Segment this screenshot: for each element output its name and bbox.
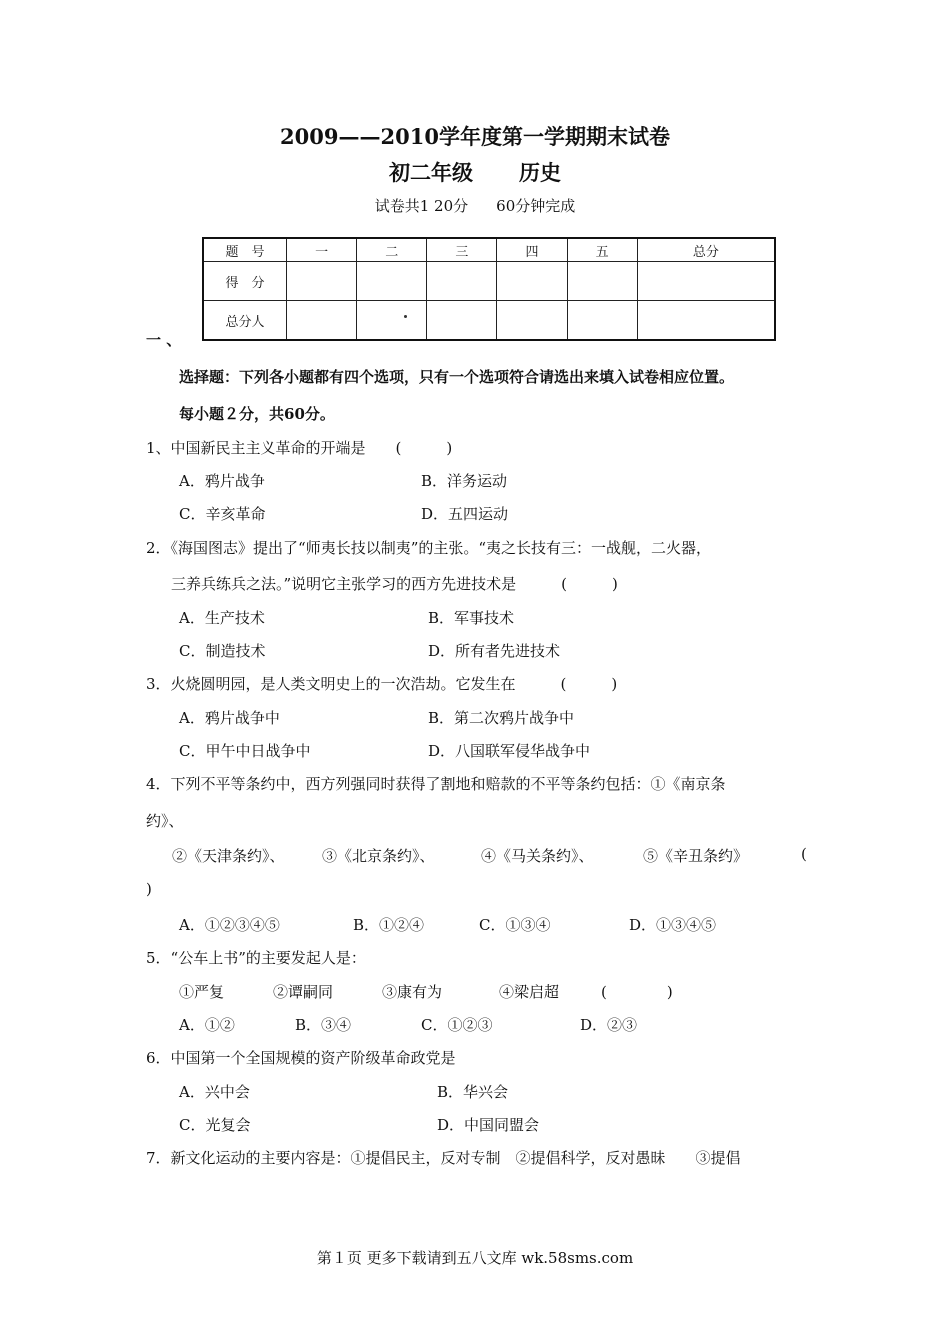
q5-paren: ( ) bbox=[601, 983, 673, 1001]
score-table bbox=[202, 237, 776, 341]
q4-item-3: ④《马关条约》、 bbox=[481, 847, 594, 865]
q2-option-c: C．制造技术 bbox=[179, 642, 266, 660]
q4-option-c: C．①③④ bbox=[479, 916, 551, 934]
score-cell bbox=[637, 262, 775, 301]
exam-info bbox=[0, 195, 950, 216]
question-2-stem-2: 三养兵练兵之法。”说明它主张学习的西方先进技术是 ( ) bbox=[171, 575, 618, 593]
score-row-label: 得 分 bbox=[203, 262, 287, 301]
exam-title: 2009——2010学年度第一学期期末试卷 bbox=[280, 124, 670, 149]
question-2-stem: 2．《海国图志》提出了“师夷长技以制夷”的主张。“夷之长技有三：一战舰，二火器， bbox=[146, 539, 712, 557]
q3-option-d: D．八国联军侵华战争中 bbox=[428, 742, 591, 760]
q4-item-2: ③《北京条约》、 bbox=[322, 847, 435, 865]
q2-option-a: A．生产技术 bbox=[179, 609, 265, 627]
q4-item-4: ⑤《辛丑条约》 bbox=[643, 847, 749, 865]
q4-paren-close: ) bbox=[146, 880, 152, 898]
header-cell: 一 bbox=[287, 238, 357, 262]
q3-option-b: B．第二次鸦片战争中 bbox=[428, 709, 575, 727]
q5-option-c: C．①②③ bbox=[421, 1016, 493, 1034]
q6-option-d: D．中国同盟会 bbox=[437, 1116, 540, 1134]
question-1-stem: 1、中国新民主主义革命的开端是 ( ) bbox=[146, 439, 453, 457]
q6-option-b: B．华兴会 bbox=[437, 1083, 509, 1101]
q5-item-4: ④梁启超 bbox=[499, 983, 560, 1001]
score-cell bbox=[287, 262, 357, 301]
section-number: 一 、 bbox=[146, 331, 182, 349]
q1-option-b: B．洋务运动 bbox=[421, 472, 508, 490]
time-text: 60分钟完成 bbox=[496, 197, 576, 215]
total-score-text: 试卷共1 20分 bbox=[374, 197, 469, 215]
score-cell bbox=[567, 262, 637, 301]
score-table-header-row bbox=[203, 238, 775, 262]
header-cell: 四 bbox=[497, 238, 567, 262]
header-cell: 总分 bbox=[637, 238, 775, 262]
grader-cell bbox=[287, 301, 357, 341]
grade-label: 初二年级 bbox=[389, 160, 473, 185]
grader-cell bbox=[357, 301, 427, 341]
subject-label: 历史 bbox=[519, 160, 561, 185]
grader-row-label: 总分人 bbox=[203, 301, 287, 341]
q1-option-c: C．辛亥革命 bbox=[179, 505, 266, 523]
q5-item-2: ②谭嗣同 bbox=[273, 983, 334, 1001]
score-cell bbox=[497, 262, 567, 301]
q5-option-d: D．②③ bbox=[580, 1016, 638, 1034]
grader-row bbox=[203, 301, 775, 341]
header-cell: 三 bbox=[427, 238, 497, 262]
header-cell: 二 bbox=[357, 238, 427, 262]
q1-option-a: A．鸦片战争 bbox=[179, 472, 265, 490]
question-7-stem: 7．新文化运动的主要内容是：①提倡民主，反对专制 ②提倡科学，反对愚昧 ③提倡 bbox=[146, 1149, 741, 1167]
grader-cell bbox=[567, 301, 637, 341]
question-5-stem: 5．“公车上书”的主要发起人是： bbox=[146, 949, 366, 967]
q3-option-a: A．鸦片战争中 bbox=[179, 709, 280, 727]
grader-cell bbox=[637, 301, 775, 341]
section-instruction-2: 每小题２分，共60分。 bbox=[179, 405, 335, 423]
q5-option-a: A．①② bbox=[179, 1016, 235, 1034]
stray-dot bbox=[404, 315, 407, 318]
page-footer: 第１页 更多下载请到五八文库 wk.58sms.com bbox=[316, 1249, 634, 1267]
question-4-stem-2: 约》、 bbox=[146, 812, 184, 830]
q5-option-b: B．③④ bbox=[295, 1016, 352, 1034]
q4-option-a: A．①②③④⑤ bbox=[179, 916, 280, 934]
score-cell bbox=[357, 262, 427, 301]
q3-option-c: C．甲午中日战争中 bbox=[179, 742, 311, 760]
score-cell bbox=[427, 262, 497, 301]
question-4-stem: 4．下列不平等条约中，西方列强同时获得了割地和赔款的不平等条约包括：①《南京条 bbox=[146, 775, 726, 793]
grader-cell bbox=[497, 301, 567, 341]
header-cell: 题 号 bbox=[203, 238, 287, 262]
q4-paren-open: ( bbox=[801, 845, 807, 863]
q4-option-b: B．①②④ bbox=[353, 916, 425, 934]
q2-option-d: D．所有者先进技术 bbox=[428, 642, 561, 660]
question-3-stem: 3．火烧圆明园，是人类文明史上的一次浩劫。它发生在 ( ) bbox=[146, 675, 618, 693]
q5-item-3: ③康有为 bbox=[382, 983, 443, 1001]
q4-item-1: ②《天津条约》、 bbox=[172, 847, 285, 865]
q2-option-b: B．军事技术 bbox=[428, 609, 515, 627]
exam-subtitle bbox=[0, 157, 950, 187]
q5-item-1: ①严复 bbox=[179, 983, 225, 1001]
question-6-stem: 6．中国第一个全国规模的资产阶级革命政党是 bbox=[146, 1049, 456, 1067]
q6-option-c: C．光复会 bbox=[179, 1116, 251, 1134]
score-row bbox=[203, 262, 775, 301]
q6-option-a: A．兴中会 bbox=[179, 1083, 250, 1101]
section-instruction: 选择题：下列各小题都有四个选项，只有一个选项符合请选出来填入试卷相应位置。 bbox=[179, 368, 735, 386]
q4-option-d: D．①③④⑤ bbox=[629, 916, 717, 934]
q1-option-d: D．五四运动 bbox=[421, 505, 509, 523]
header-cell: 五 bbox=[567, 238, 637, 262]
grader-cell bbox=[427, 301, 497, 341]
